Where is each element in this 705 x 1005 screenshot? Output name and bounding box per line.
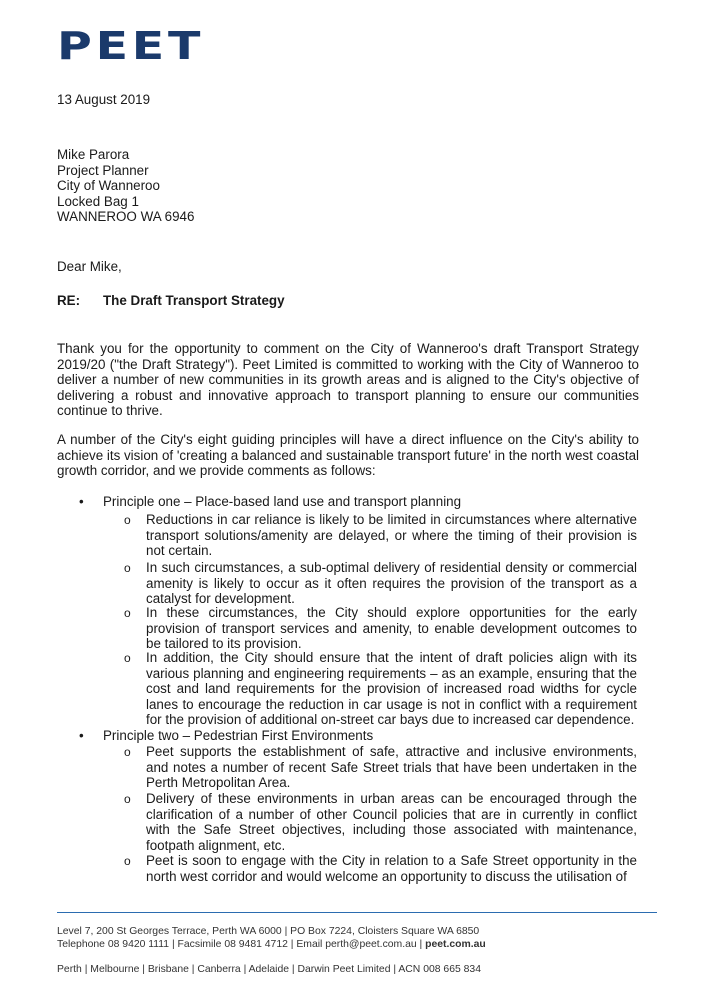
sub-bullet-icon: o <box>124 513 131 527</box>
re-label: RE: <box>57 293 81 308</box>
principle-title: Principle two – Pedestrian First Environments <box>103 728 374 743</box>
sub-bullet-icon: o <box>124 561 131 575</box>
sub-bullet-icon: o <box>124 792 131 806</box>
principle-title: Principle one – Place-based land use and transport planning <box>103 494 462 509</box>
sub-point-text: Peet supports the establishment of safe, attractive and inclusive environments, and notes a number of recent Safe Street trials that have been undertaken in the Perth Metropolitan Area. <box>146 744 637 791</box>
sub-point-text: In these circumstances, the City should explore opportunities for the early provision of transport services and amenity, to enable development outcomes to be tailored to its provision. <box>146 605 637 652</box>
footer-website: peet.com.au <box>425 939 486 950</box>
body-paragraph: A number of the City's eight guiding principles will have a direct influence on the City's ability to achieve its vision of 'creating a balanced and sustainable transport future' in the north west coastal growth corridor, and we provide comments as follows: <box>57 432 639 479</box>
salutation: Dear Mike, <box>57 259 122 274</box>
sub-point <box>124 512 637 559</box>
sub-point <box>124 650 637 728</box>
address-line: WANNEROO WA 6946 <box>57 209 195 225</box>
bullet-icon: • <box>79 494 84 509</box>
footer-contact <box>57 939 486 950</box>
letter-date: 13 August 2019 <box>57 92 151 107</box>
address-line: Project Planner <box>57 162 149 178</box>
sub-point <box>124 791 637 853</box>
bullet-icon: • <box>79 728 84 743</box>
sub-point <box>124 853 637 884</box>
sub-bullet-icon: o <box>124 651 131 665</box>
sub-point <box>124 744 637 791</box>
sub-bullet-icon: o <box>124 745 131 759</box>
body-paragraph: Thank you for the opportunity to comment on the City of Wanneroo's draft Transport Strategy 2019/20 ("the Draft Strategy"). Peet Limited is committed to working with the City of Wanneroo to deliver a number of new communities in its growth areas and is aligned to the City's objective of delivering a robust and innovative approach to transport planning to ensure our communities continue to thrive. <box>57 341 639 419</box>
address-line: Mike Parora <box>57 147 130 162</box>
sub-point-text: In addition, the City should ensure that the intent of draft policies align with its various planning and engineering requirements – as an example, ensuring that the cost and land requirements for the provision of increased road widths for cycle lanes to encourage the reduction in car usage is not in conflict with a requirement for the provision of additional on-street car bays due to increased car dependence. <box>146 650 637 728</box>
sub-point <box>124 560 637 607</box>
peet-logo: PEET <box>57 24 205 68</box>
footer-contact-text: Telephone 08 9420 1111 | Facsimile 08 9481 4712 | Email perth@peet.com.au | <box>57 939 426 950</box>
footer-address: Level 7, 200 St Georges Terrace, Perth WA 6000 | PO Box 7224, Cloisters Square WA 6850 <box>57 926 480 937</box>
sub-bullet-icon: o <box>124 606 131 620</box>
sub-point-text: Peet is soon to engage with the City in relation to a Safe Street opportunity in the north west corridor and would welcome an opportunity to discuss the utilisation of <box>146 853 637 884</box>
address-line: Locked Bag 1 <box>57 193 139 209</box>
address-line: City of Wanneroo <box>57 178 160 194</box>
footer-divider <box>57 912 657 913</box>
recipient-address <box>57 147 194 225</box>
sub-bullet-icon: o <box>124 854 131 868</box>
subject-line <box>57 293 285 309</box>
footer-offices: Perth | Melbourne | Brisbane | Canberra | Adelaide | Darwin Peet Limited | ACN 008 665 834 <box>57 964 481 975</box>
sub-point-text: Reductions in car reliance is likely to be limited in circumstances where alternative transport solutions/amenity are delayed, or where the timing of their provision is not certain. <box>146 512 637 559</box>
sub-point-text: In such circumstances, a sub-optimal delivery of residential density or commercial amenity is likely to occur as it often requires the provision of the transport as a catalyst for development. <box>146 560 637 607</box>
re-subject: The Draft Transport Strategy <box>103 293 285 308</box>
sub-point <box>124 605 637 652</box>
sub-point-text: Delivery of these environments in urban areas can be encouraged through the clarification of a number of other Council policies that are in currently in conflict with the Safe Street objectives, including those associated with maintenance, footpath alignment, etc. <box>146 791 637 853</box>
